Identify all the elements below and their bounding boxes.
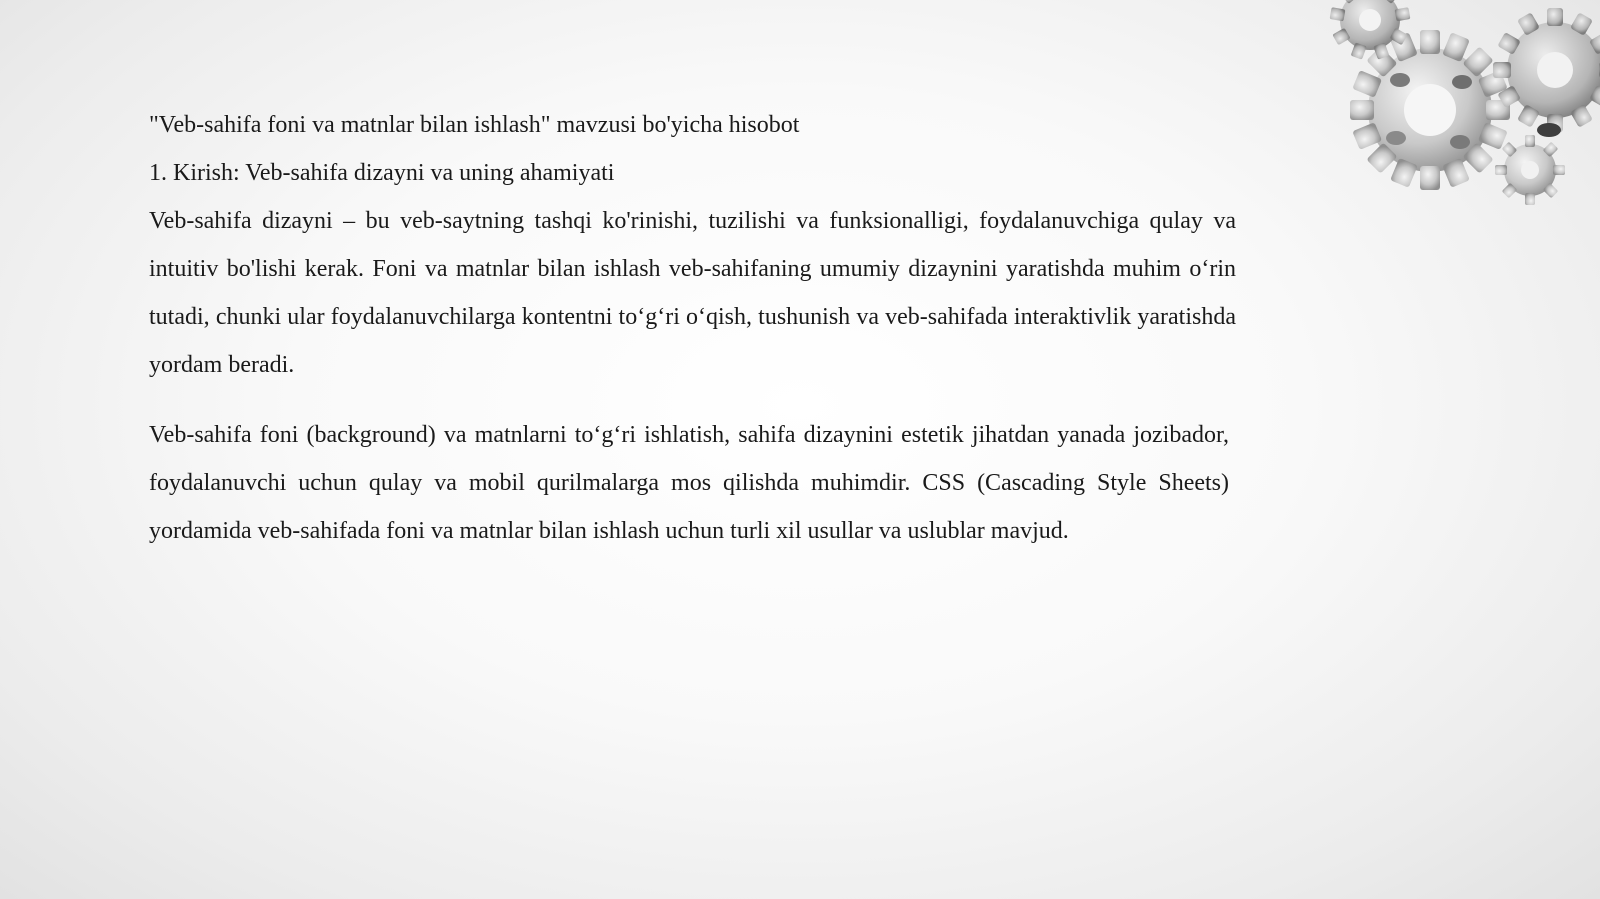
gears-icon: [1300, 0, 1600, 230]
document-body: [149, 101, 1236, 555]
paragraph-css: Veb-sahifa foni (background) va matnlarni to‘g‘ri ishlatish, sahifa dizaynini estetik jihatdan yanada jozibador, foydalanuvchi uchun qulay va mobil qurilmalarga mos qilishda muhimdir. CSS (Cascading Style Sheets) yordamida veb-sahifada foni va matnlar bilan ishlash uchun turli xil usullar va uslublar mavjud.: [149, 422, 1229, 544]
section-heading: 1. Kirish: Veb-sahifa dizayni va uning ahamiyati: [149, 160, 615, 186]
document-title: "Veb-sahifa foni va matnlar bilan ishlash" mavzusi bo'yicha hisobot: [149, 112, 800, 138]
paragraph-intro: Veb-sahifa dizayni – bu veb-saytning tashqi ko'rinishi, tuzilishi va funksionalligi, foydalanuvchiga qulay va intuitiv bo'lishi kerak. Foni va matnlar bilan ishlash veb-sahifaning umumiy dizaynini yaratishda muhim o‘rin tutadi, chunki ular foydalanuvchilarga kontentni to‘g‘ri o‘qish, tushunish va veb-sahifada interaktivlik yaratishda yordam beradi.: [149, 208, 1236, 378]
